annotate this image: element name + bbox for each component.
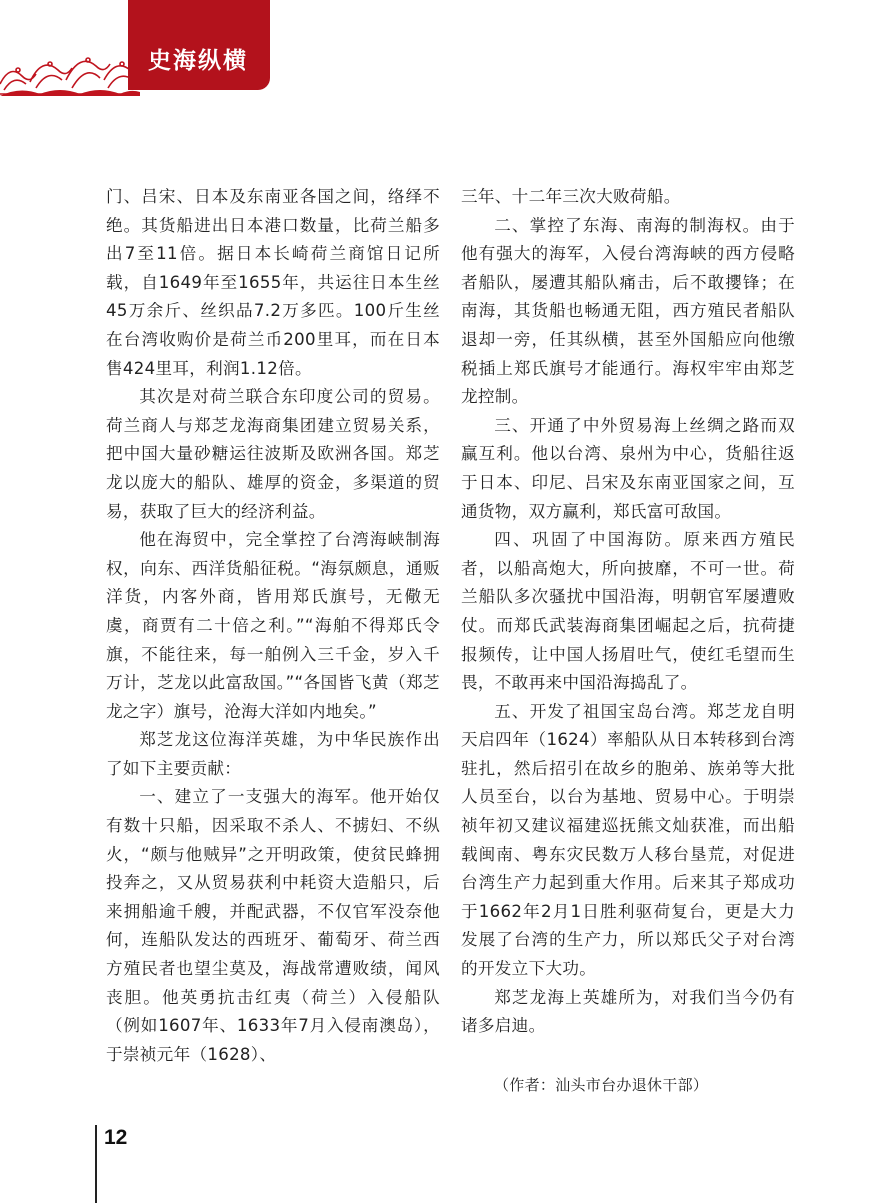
left-text-column (106, 183, 440, 1069)
page-number-rule (95, 1125, 97, 1203)
section-title: 史海纵横 (148, 47, 248, 74)
paragraph: 四、巩固了中国海防。原来西方殖民者，以船高炮大，所向披靡，不可一世。荷兰船队多次骚扰中国沿海，明朝官军屡遭败仗。而郑氏武装海商集团崛起之后，抗荷捷报频传，让中国人扬眉吐气，使红毛望而生畏，不敢再来中国沿海捣乱了。 (461, 530, 795, 693)
paragraph: 三年、十二年三次大败荷船。 (461, 187, 681, 206)
paragraph: 郑芝龙海上英雄所为，对我们当今仍有诸多启迪。 (461, 987, 795, 1036)
paragraph: 五、开发了祖国宝岛台湾。郑芝龙自明天启四年（1624）率船队从日本转移到台湾驻扎，然后招引在故乡的胞弟、族弟等大批人员至台，以台为基地、贸易中心。于明崇祯年初又建议福建巡抚熊文灿获准，而出船载闽南、粤东灾民数万人移台垦荒，对促进台湾生产力起到重大作用。后来其子郑成功于1662年2月1日胜利驱荷复台，更是大力发展了台湾的生产力，所以郑氏父子对台湾的开发立下大功。 (461, 701, 795, 979)
paragraph: 二、掌控了东海、南海的制海权。由于他有强大的海军，入侵台湾海峡的西方侵略者船队，屡遭其船队痛击，后不敢攖锋；在南海，其货船也畅通无阻，西方殖民者船队退却一旁，任其纵横，甚至外国船应向他缴税插上郑氏旗号才能通行。海权牢牢由郑芝龙控制。 (461, 215, 795, 407)
page-number: 12 (104, 1126, 128, 1149)
paragraph: 郑芝龙这位海洋英雄，为中华民族作出了如下主要贡献： (106, 730, 440, 778)
paragraph: 门、吕宋、日本及东南亚各国之间，络绎不绝。其货船进出日本港口数量，比荷兰船多出7至11倍。据日本长崎荷兰商馆日记所载，自1649年至1655年，共运往日本生丝45万余斤、丝织品7.2万多匹。100斤生丝在台湾收购价是荷兰币200里耳，而在日本售424里耳，利润1.12倍。 (106, 187, 440, 378)
paragraph: 其次是对荷兰联合东印度公司的贸易。荷兰商人与郑芝龙海商集团建立贸易关系，把中国大量砂糖运往波斯及欧洲各国。郑芝龙以庞大的船队、雄厚的资金，多渠道的贸易，获取了巨大的经济利益。 (106, 387, 440, 521)
section-header-tab (128, 0, 270, 90)
right-text-column (461, 183, 795, 1099)
paragraph: 三、开通了中外贸易海上丝绸之路而双赢互利。他以台湾、泉州为中心，货船往返于日本、印尼、吕宋及东南亚国家之间，互通货物，双方赢利，郑氏富可敌国。 (461, 415, 795, 521)
paragraph: 一、建立了一支强大的海军。他开始仅有数十只船，因采取不杀人、不掳妇、不纵火，“颇与他贼异”之开明政策，使贫民蜂拥投奔之，又从贸易获利中耗资大造船只，后来拥船逾千艘，并配武器，不仅官军没奈他何，连船队发达的西班牙、葡萄牙、荷兰西方殖民者也望尘莫及，海战常遭败绩，闻风丧胆。他英勇抗击红夷（荷兰）入侵船队（例如1607年、1633年7月入侵南澳岛），于崇祯元年（1628）、 (106, 787, 440, 1064)
author-line: （作者：汕头市台办退休干部） (494, 1075, 709, 1094)
paragraph: 他在海贸中，完全掌控了台湾海峡制海权，向东、西洋货船征税。“海氛颇息，通贩洋货，内客外商，皆用郑氏旗号，无儆无虞，商贾有二十倍之利。”“海舶不得郑氏令旗，不能往来，每一舶例入三千金，岁入千万计，芝龙以此富敌国。”“各国皆飞黄（郑芝龙之字）旗号，沧海大洋如内地矣。” (106, 530, 440, 721)
wave-decoration (0, 34, 140, 96)
